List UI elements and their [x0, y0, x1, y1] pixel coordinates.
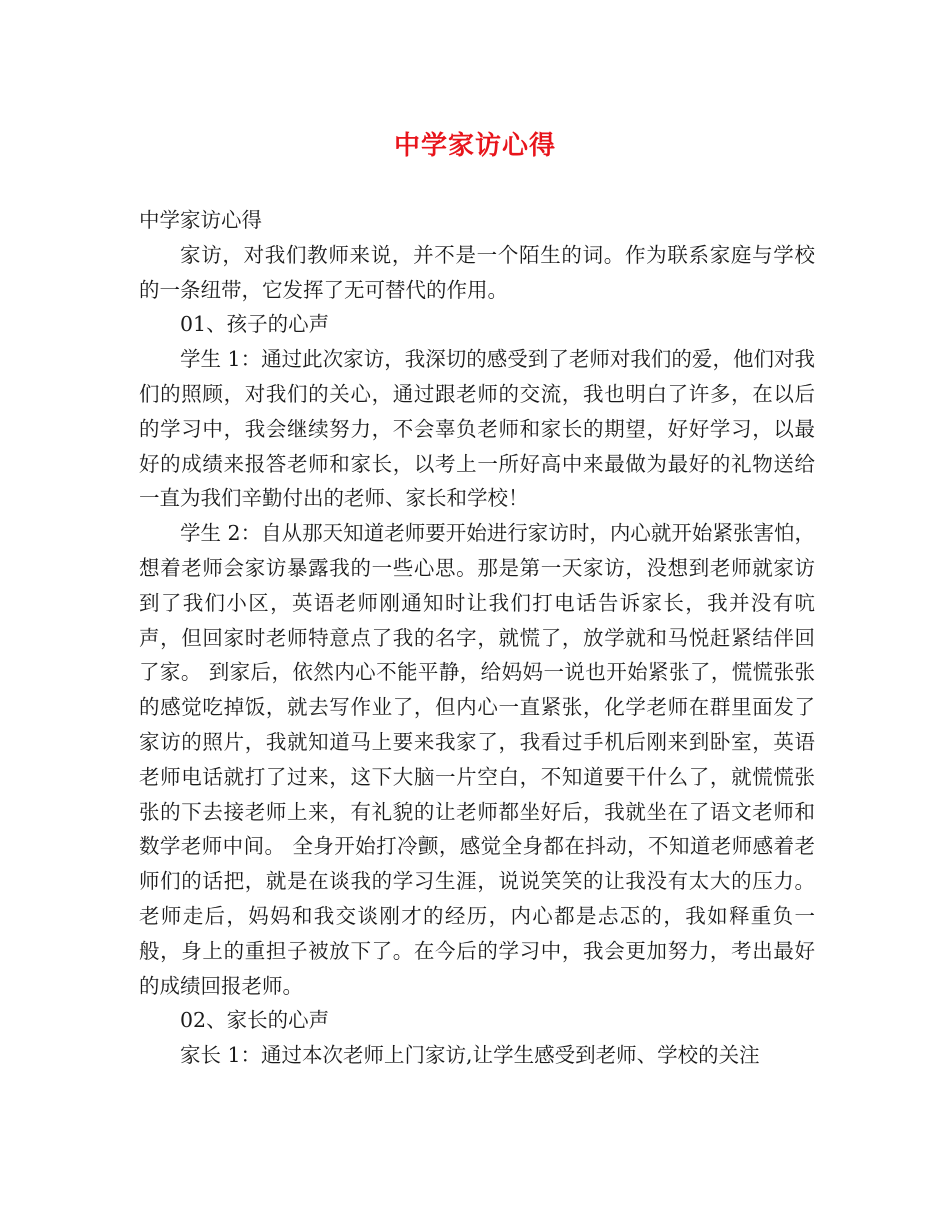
paragraph-parent-1: 家长 1：通过本次老师上门家访,让学生感受到老师、学校的关注: [180, 1043, 760, 1068]
document-body: [139, 203, 815, 1073]
section-heading-parents: 02、家长的心声: [180, 1008, 330, 1033]
document-title: 中学家访心得: [393, 131, 556, 161]
paragraph-student-2: 学生 2：自从那天知道老师要开始进行家访时，内心就开始紧张害怕，想着老师会家访暴露我的一些心思。那是第一天家访，没想到老师就家访到了我们小区，英语老师刚通知时让我们打电话告诉家长，我并没有吭声，但回家时老师特意点了我的名字，就慌了，放学就和马悦赶紧结伴回了家。 到家后，依然内心不能平静，给妈妈一说也开始紧张了，慌慌张张的感觉吃掉饭，就去写作业了，但内心一直紧张，化学老师在群里面发了家访的照片，我就知道马上要来我家了，我看过手机后刚来到卧室，英语老师电话就打了过来，这下大脑一片空白，不知道要干什么了，就慌慌张张的下去接老师上来，有礼貌的让老师都坐好后，我就坐在了语文老师和数学老师中间。 全身开始打冷颤，感觉全身都在抖动，不知道老师感着老师们的话把，就是在谈我的学习生涯，说说笑笑的让我没有太大的压力。 老师走后，妈妈和我交谈刚才的经历，内心都是忐忑的，我如释重负一般，身上的重担子被放下了。在今后的学习中，我会更加努力，考出最好的成绩回报老师。: [139, 521, 815, 998]
paragraph-intro: 家访，对我们教师来说，并不是一个陌生的词。作为联系家庭与学校的一条纽带，它发挥了无可替代的作用。: [139, 242, 815, 302]
section-heading-children: 01、孩子的心声: [180, 312, 330, 337]
paragraph-student-1: 学生 1：通过此次家访，我深切的感受到了老师对我们的爱，他们对我们的照顾，对我们的关心，通过跟老师的交流，我也明白了许多，在以后的学习中，我会继续努力，不会辜负老师和家长的期望，好好学习，以最好的成绩来报答老师和家长，以考上一所好高中来最做为最好的礼物送给一直为我们辛勤付出的老师、家长和学校！: [139, 347, 815, 511]
document-subtitle: 中学家访心得: [139, 208, 262, 232]
